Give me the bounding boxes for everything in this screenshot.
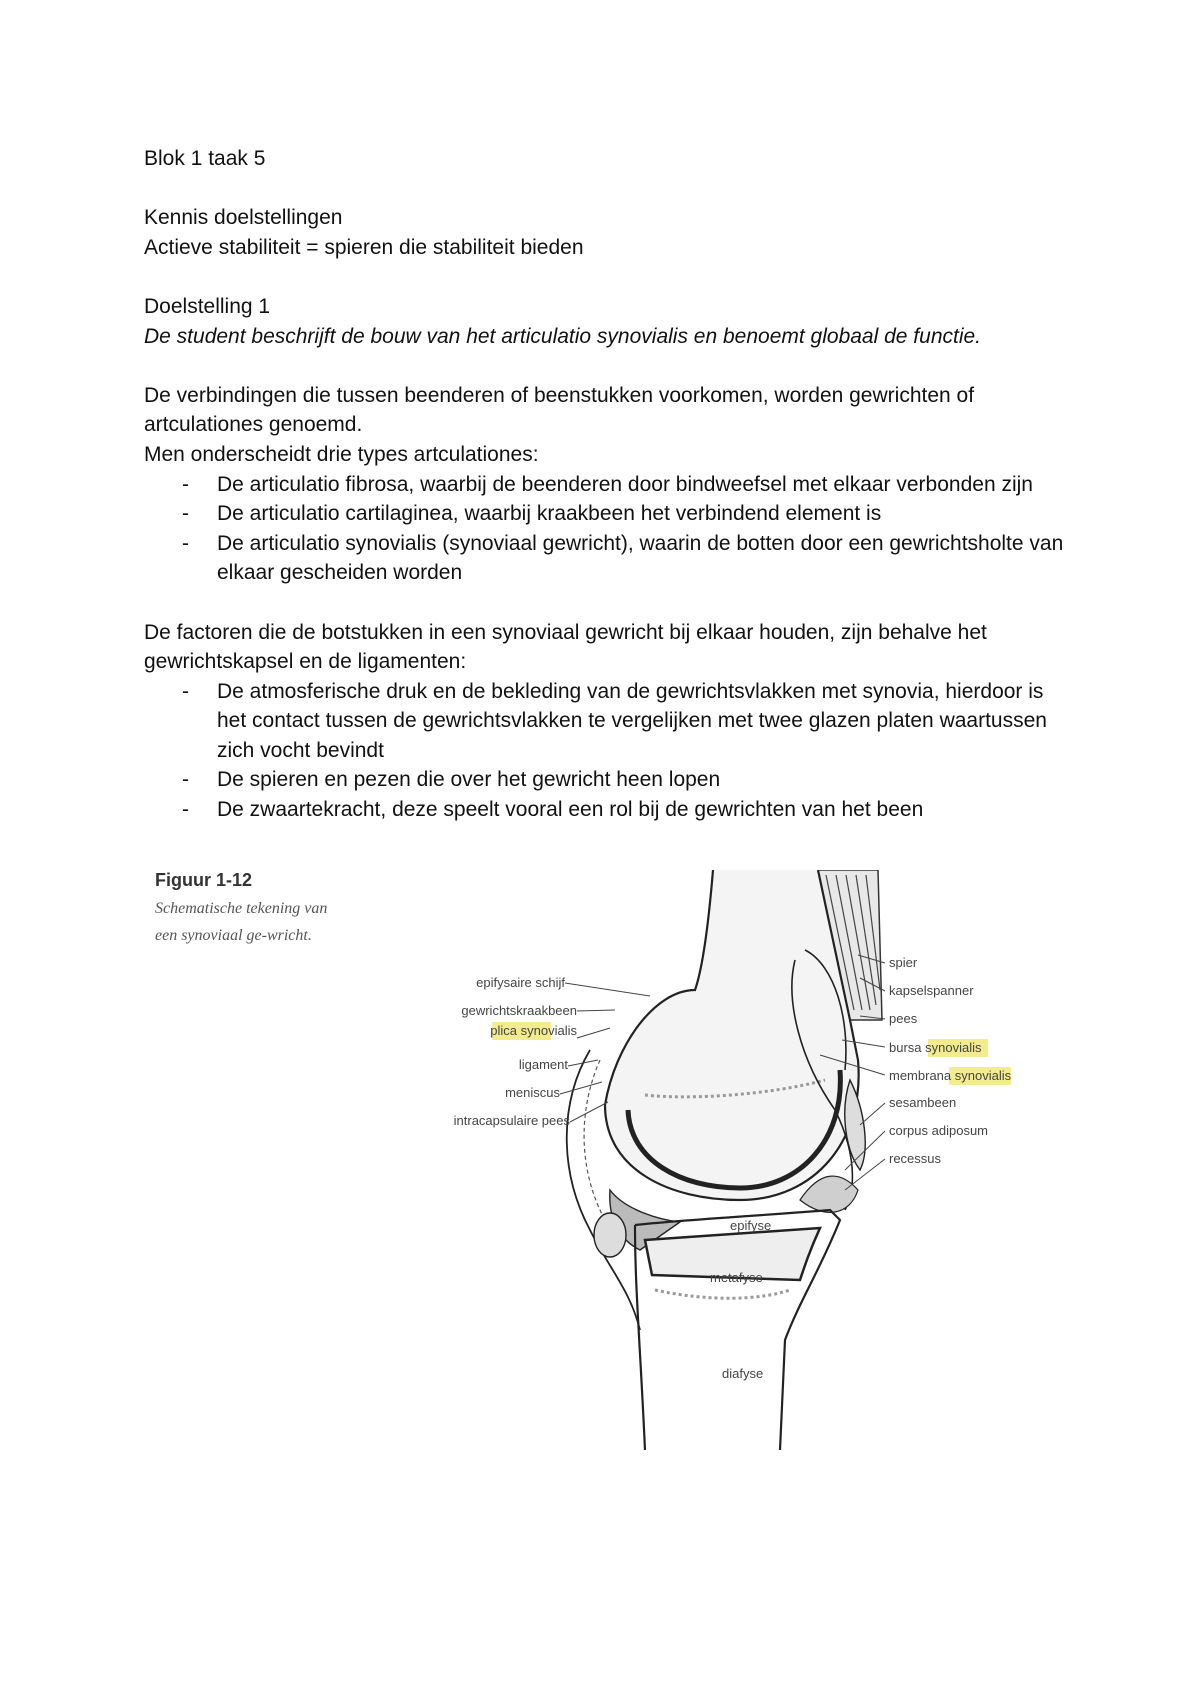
figure-title: Figuur 1-12 <box>155 870 253 890</box>
goals-heading: Kennis doelstellingen <box>144 206 343 230</box>
figure-caption <box>155 870 345 949</box>
spacer <box>144 262 1074 292</box>
list-item: - De articulatio fibrosa, waarbij de beenderen door bindweefsel met elkaar verbonden zijn <box>144 470 1074 500</box>
document-title: Blok 1 taak 5 <box>144 147 266 170</box>
label-gewrichtskraakbeen: gewrichtskraakbeen <box>461 1003 577 1018</box>
label-kapselspanner: kapselspanner <box>889 983 974 998</box>
joint-types-list <box>144 470 1074 588</box>
synovial-joint-diagram <box>440 870 1080 1450</box>
label-sesambeen: sesambeen <box>889 1095 957 1110</box>
label-epifysaire-schijf: epifysaire schijf <box>476 975 565 990</box>
list-item: - De articulatio synovialis (synoviaal gewricht), waarin de botten door een gewrichtsholte van elkaar gescheiden worden <box>144 529 1074 588</box>
list-item: - De zwaartekracht, deze speelt vooral een rol bij de gewrichten van het been <box>144 795 1074 825</box>
objective-statement: De student beschrijft de bouw van het articulatio synovialis en benoemt globaal de functie. <box>144 324 982 348</box>
label-corpus-adiposum: corpus adiposum <box>889 1123 988 1138</box>
spacer <box>144 351 1074 381</box>
upper-bone-drawing <box>605 870 859 1200</box>
spacer <box>144 588 1074 618</box>
list-item: - De atmosferische druk en de bekleding van de gewrichtsvlakken met synovia, hierdoor is het contact tussen de gewrichtsvlakken te vergelijken met twee glazen platen waartussen zich vocht bevindt <box>144 677 1074 766</box>
label-bursa-synovialis: bursa synovialis <box>889 1040 982 1055</box>
label-membrana-synovialis: membrana synovialis <box>889 1068 1012 1083</box>
label-ligament: ligament <box>518 1057 568 1072</box>
paragraph-joints: De verbindingen die tussen beenderen of beenstukken voorkomen, worden gewrichten of artculationes genoemd. <box>144 383 975 437</box>
goals-line: Actieve stabiliteit = spieren die stabiliteit bieden <box>144 235 584 259</box>
label-epifyse: epifyse <box>730 1218 772 1233</box>
list-item: - De articulatio cartilaginea, waarbij kraakbeen het verbindend element is <box>144 499 1074 529</box>
factors-list <box>144 677 1074 825</box>
objective-title: Doelstelling 1 <box>144 294 271 318</box>
label-diafyse: diafyse <box>722 1366 764 1381</box>
label-recessus: recessus <box>889 1151 942 1166</box>
lower-bone-drawing <box>635 1210 840 1450</box>
label-spier: spier <box>889 955 918 970</box>
label-intracapsulaire-pees: intracapsulaire pees <box>453 1113 570 1128</box>
spacer <box>144 174 1074 204</box>
list-item: - De spieren en pezen die over het gewricht heen lopen <box>144 765 1074 795</box>
paragraph-types-intro: Men onderscheidt drie types artculationes: <box>144 442 539 466</box>
paragraph-factors: De factoren die de botstukken in een synoviaal gewricht bij elkaar houden, zijn behalve het gewrichtskapsel en de ligamenten: <box>144 620 987 674</box>
label-meniscus: meniscus <box>505 1085 560 1100</box>
label-metafyse: metafyse <box>710 1270 763 1285</box>
figure-description: Schematische tekening van een synoviaal ge-wricht. <box>155 900 328 944</box>
label-pees: pees <box>889 1011 918 1026</box>
document-body <box>144 144 1074 825</box>
label-plica-synovialis: plica synovialis <box>490 1023 577 1038</box>
